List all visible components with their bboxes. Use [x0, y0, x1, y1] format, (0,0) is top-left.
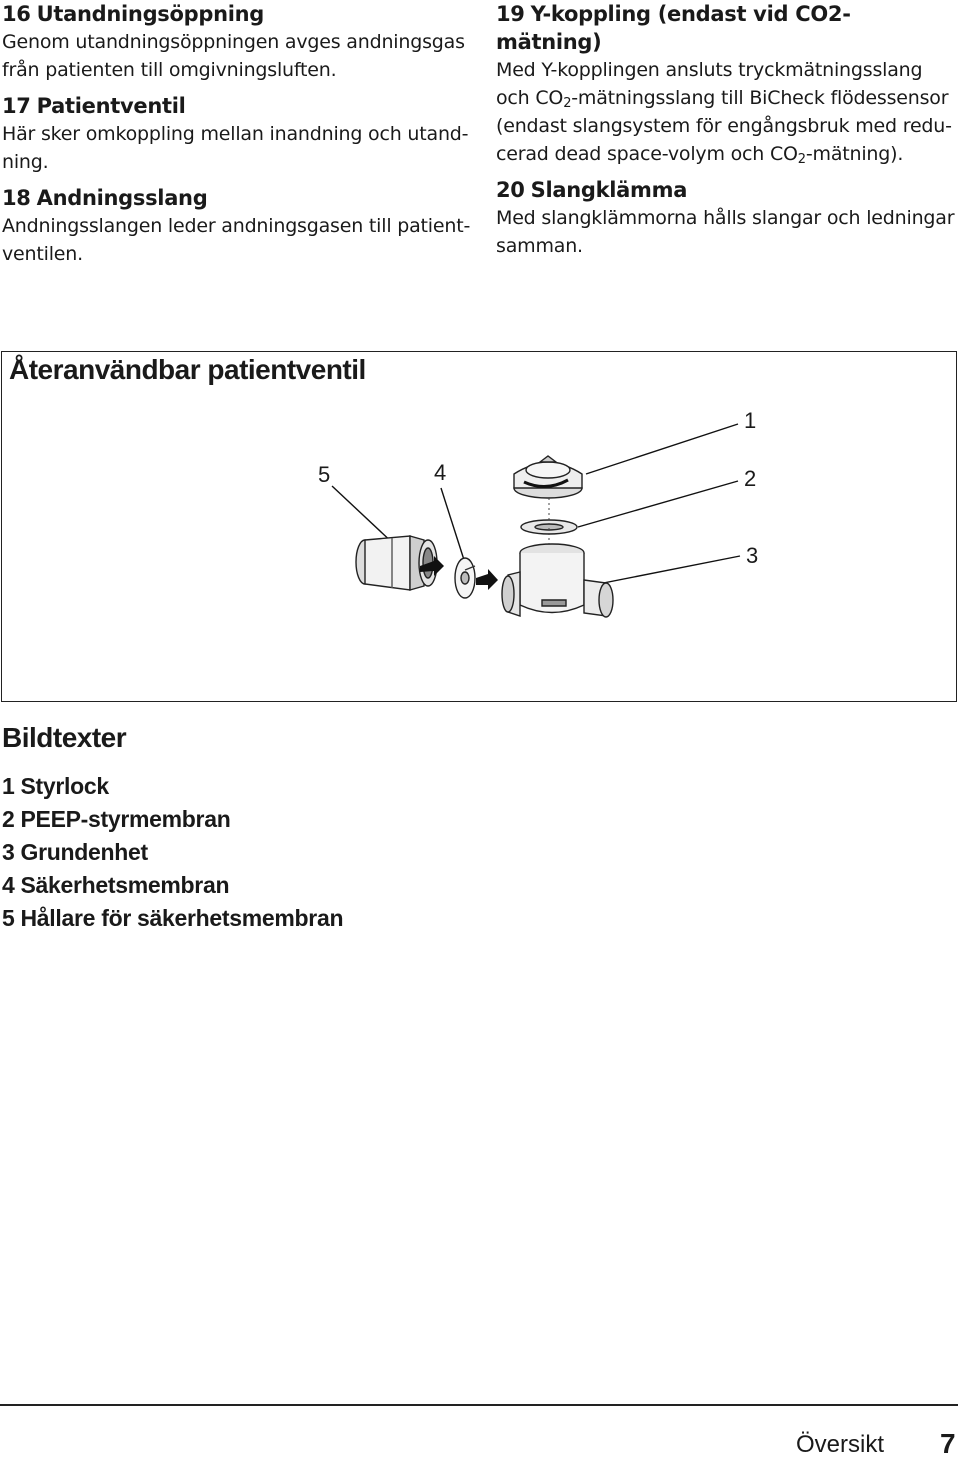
callout-3: 3	[746, 543, 759, 568]
entry-body-part: -mätningsslang till BiCheck flödessensor (endast slangsystem för engångsbruk med redu-cerad dead space-volym och CO	[496, 87, 952, 165]
holder-part-illustration	[356, 536, 437, 590]
entry-number: 19	[496, 2, 525, 26]
subscript: 2	[797, 152, 806, 167]
lid-part-illustration	[514, 456, 582, 498]
entry-title: Utandningsöppning	[36, 2, 265, 26]
entry-number: 16	[2, 2, 31, 26]
leader-line-4	[441, 488, 465, 563]
footer-section-title: Översikt	[796, 1431, 885, 1458]
caption-label: Säkerhetsmembran	[20, 872, 230, 898]
leader-line-1	[586, 424, 738, 474]
entry-body-part: Med Y-kopplingen ansluts tryckmätningsslang och CO	[496, 59, 923, 109]
caption-label: Hållare för säkerhetsmembran	[20, 905, 344, 931]
footer-rule	[0, 1404, 958, 1406]
caption-item	[2, 803, 343, 836]
caption-item	[2, 770, 343, 803]
entry-body: Genom utandningsöppningen avges andningsgas från patienten till omgivningsluften.	[2, 31, 465, 81]
base-unit-illustration	[502, 544, 613, 617]
callout-4: 4	[434, 460, 447, 485]
caption-label: Grundenhet	[20, 839, 148, 865]
membrane-part-illustration	[455, 558, 475, 598]
caption-list	[2, 770, 343, 935]
entry-title: Slangklämma	[530, 178, 688, 202]
leader-line-5	[332, 486, 396, 546]
caption-number: 5	[2, 905, 15, 931]
entry-number: 18	[2, 186, 31, 210]
entry-body-part: -mätning).	[805, 143, 904, 165]
caption-item	[2, 902, 343, 935]
caption-label: Styrlock	[20, 773, 109, 799]
subscript: 2	[563, 96, 572, 111]
callout-2: 2	[744, 466, 757, 491]
caption-item	[2, 836, 343, 869]
entry-title: Y-koppling (endast vid CO2-mätning)	[496, 2, 851, 54]
callout-5: 5	[318, 462, 331, 487]
assembly-arrow-2	[476, 569, 498, 590]
figure-title: Återanvändbar patientventil	[9, 354, 366, 385]
caption-item	[2, 869, 343, 902]
caption-number: 2	[2, 806, 15, 832]
entry-body: Här sker omkoppling mellan inandning och utand-ning.	[2, 123, 469, 173]
entry-number: 17	[2, 94, 31, 118]
peep-membrane-illustration	[521, 520, 577, 534]
entry-title: Andningsslang	[36, 186, 208, 210]
callout-1: 1	[744, 408, 757, 433]
entry-body: Andningsslangen leder andningsgasen till patient-ventilen.	[2, 215, 471, 265]
entry-body: Med slangklämmorna hålls slangar och ledningar samman.	[496, 207, 955, 257]
entry-number: 20	[496, 178, 525, 202]
leader-line-2	[578, 481, 738, 527]
caption-number: 3	[2, 839, 15, 865]
caption-number: 4	[2, 872, 15, 898]
caption-label: PEEP-styrmembran	[20, 806, 231, 832]
caption-number: 1	[2, 773, 15, 799]
page-number: 7	[940, 1428, 956, 1459]
entry-title: Patientventil	[36, 94, 186, 118]
captions-heading: Bildtexter	[2, 722, 127, 753]
